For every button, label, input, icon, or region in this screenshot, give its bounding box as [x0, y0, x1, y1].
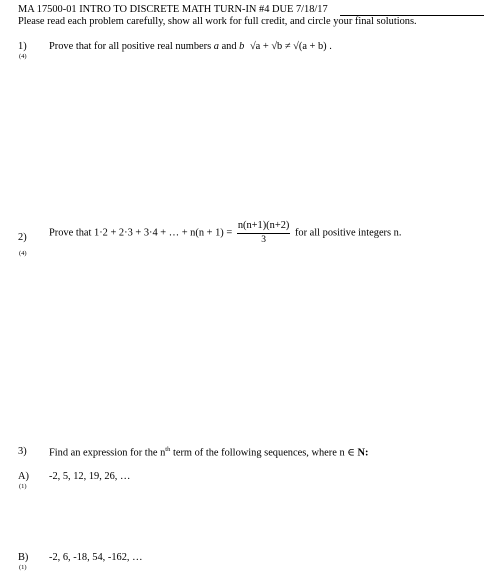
- problem-1-text: Prove that for all positive real numbers: [49, 41, 214, 52]
- problem-2-fraction: [237, 220, 291, 246]
- problem-2-statement: [49, 220, 401, 246]
- var-b: b: [239, 41, 245, 52]
- part-b-points: (1): [19, 564, 27, 571]
- problem-3-number: 3): [18, 446, 27, 457]
- problem-1-and: and: [218, 41, 240, 52]
- part-a-label: A): [18, 471, 29, 482]
- part-a-points: (1): [19, 483, 27, 490]
- part-a-sequence: -2, 5, 12, 19, 26, …: [49, 471, 131, 482]
- part-b-sequence: -2, 6, -18, 54, -162, …: [49, 552, 143, 563]
- part-b-label: B): [18, 552, 29, 563]
- problem-1-statement: [49, 41, 332, 53]
- problem-1-math: √a + √b ≠ √(a + b) .: [249, 41, 332, 52]
- problem-2-points: (4): [19, 250, 27, 257]
- problem-2-number: 2): [18, 232, 27, 243]
- problem-3-statement: [49, 446, 369, 459]
- problem-3-text: Find an expression for the n: [49, 447, 166, 459]
- instructions: Please read each problem carefully, show all work for full credit, and circle your final solutions.: [18, 16, 417, 27]
- fraction-denominator: 3: [261, 234, 266, 245]
- var-a: a: [213, 41, 219, 52]
- natural-numbers-symbol: N:: [357, 447, 369, 459]
- problem-2-suffix: for all positive integers n.: [294, 227, 402, 239]
- problem-1-points: (4): [19, 53, 27, 60]
- fraction-numerator: n(n+1)(n+2): [237, 220, 291, 234]
- problem-1-number: 1): [18, 41, 27, 52]
- problem-2-text: Prove that 1·2 + 2·3 + 3·4 + … + n(n + 1) =: [49, 227, 233, 239]
- document-title: MA 17500-01 INTRO TO DISCRETE MATH TURN-IN #4 DUE 7/18/17: [18, 4, 328, 15]
- problem-3-sup: th: [165, 446, 171, 453]
- problem-3-text2: term of the following sequences, where n ∈: [170, 447, 358, 459]
